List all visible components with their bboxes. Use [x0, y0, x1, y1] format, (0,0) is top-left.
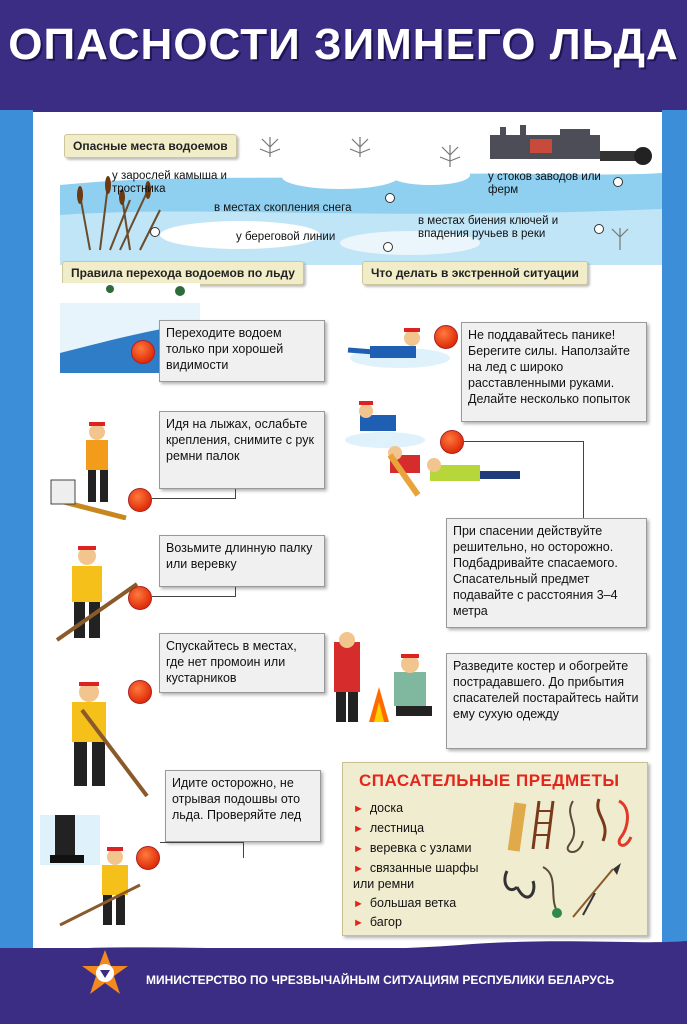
- rule-skis-connector: [152, 489, 236, 499]
- rule-skis: Идя на лыжах, ослабьте крепления, снимите с рук ремни палок: [159, 411, 325, 489]
- emergency-no-panic-marker: [434, 325, 458, 349]
- rescue-item: [353, 861, 493, 892]
- rule-walk-marker: [136, 846, 160, 870]
- rescue-item: [353, 801, 403, 817]
- rule-stick-connector: [152, 587, 236, 597]
- page-title: ОПАСНОСТИ ЗИМНЕГО ЛЬДА: [8, 20, 679, 69]
- bullet-arrow-icon: ►: [353, 843, 364, 855]
- place-drains: [488, 171, 608, 197]
- emergency-heading: Что делать в экстренной ситуации: [362, 261, 588, 285]
- rule-descend: Спускайтесь в местах, где нет промоин или кустарников: [159, 633, 325, 693]
- side-bar-right: [662, 110, 687, 950]
- rule-visibility-marker: [131, 340, 155, 364]
- emergency-rescue: При спасении действуйте решительно, но осторожно. Подбадривайте спасаемого. Спасательный предмет подавайте с расстояния 3–4 метра: [446, 518, 647, 628]
- place-reeds: [112, 170, 252, 196]
- rule-descend-marker: [128, 680, 152, 704]
- rule-stick-marker: [128, 586, 152, 610]
- place-shore: [236, 231, 335, 244]
- place-drains-text: у стоков заводов или ферм: [488, 171, 601, 196]
- emergency-rescue-connector: [464, 441, 584, 518]
- place-drains-marker: [613, 177, 623, 187]
- ministry-name: МИНИСТЕРСТВО ПО ЧРЕЗВЫЧАЙНЫМ СИТУАЦИЯМ РЕСПУБЛИКИ БЕЛАРУСЬ: [146, 973, 615, 987]
- rescue-item-label: багор: [369, 915, 402, 929]
- place-springs-marker: [594, 224, 604, 234]
- rescue-item-label: связанные шарфы или ремни: [353, 861, 479, 891]
- person-crawling-on-ice-figure: [340, 318, 450, 378]
- rescue-items-panel: [342, 762, 648, 936]
- rule-stick: Возьмите длинную палку или веревку: [159, 535, 325, 587]
- bullet-arrow-icon: ►: [353, 803, 364, 815]
- rule-skis-marker: [128, 488, 152, 512]
- bullet-arrow-icon: ►: [353, 917, 364, 929]
- rules-heading: Правила перехода водоемов по льду: [62, 261, 304, 285]
- emergency-no-panic: Не поддавайтесь панике! Берегите силы. Наползайте на лед с широко расставленными руками. Делайте несколько попыток: [461, 322, 647, 422]
- rescue-items-title: СПАСАТЕЛЬНЫЕ ПРЕДМЕТЫ: [359, 771, 620, 790]
- skier-figure: [46, 420, 141, 520]
- rule-visibility: Переходите водоем только при хорошей видимости: [159, 320, 325, 382]
- rescue-item-label: большая ветка: [369, 896, 457, 910]
- rescue-item-label: веревка с узлами: [369, 841, 472, 855]
- bullet-arrow-icon: ►: [353, 898, 364, 910]
- place-shore-marker: [383, 242, 393, 252]
- rule-walk-carefully: Идите осторожно, не отрывая подошвы ото льда. Проверяйте лед: [165, 770, 321, 842]
- bullet-arrow-icon: ►: [353, 823, 364, 835]
- place-springs: [418, 215, 588, 241]
- rule-walk-connector: [160, 842, 244, 858]
- place-springs-text: в местах биения ключей и впадения ручьев в реки: [418, 215, 559, 240]
- rescue-item: [353, 896, 456, 912]
- place-snow-text: в местах скопления снега: [214, 202, 352, 214]
- rescue-item: [353, 915, 402, 931]
- rescue-item-label: доска: [369, 801, 404, 815]
- bullet-arrow-icon: ►: [353, 863, 364, 875]
- rescue-item: [353, 821, 424, 837]
- dangerous-places-heading: Опасные места водоемов: [64, 134, 237, 158]
- emergency-campfire: Разведите костер и обогрейте пострадавшего. До прибытия спасателей постарайтесь найти ему сухую одежду: [446, 653, 647, 749]
- place-reeds-marker: [150, 227, 160, 237]
- rescue-item: [353, 841, 471, 857]
- side-bar-left: [0, 110, 33, 950]
- rescue-items-drawing: [503, 797, 643, 931]
- emergency-ministry-emblem-icon: [80, 948, 130, 998]
- place-snow-marker: [385, 193, 395, 203]
- place-shore-text: у береговой линии: [236, 231, 336, 243]
- emergency-rescue-marker: [440, 430, 464, 454]
- place-reeds-text: у зарослей камыша и тростника: [112, 170, 227, 195]
- walking-on-ice-figure: [40, 815, 150, 935]
- campfire-scene-figure: [334, 632, 444, 732]
- rescue-item-label: лестница: [369, 821, 425, 835]
- place-snow: [214, 202, 352, 215]
